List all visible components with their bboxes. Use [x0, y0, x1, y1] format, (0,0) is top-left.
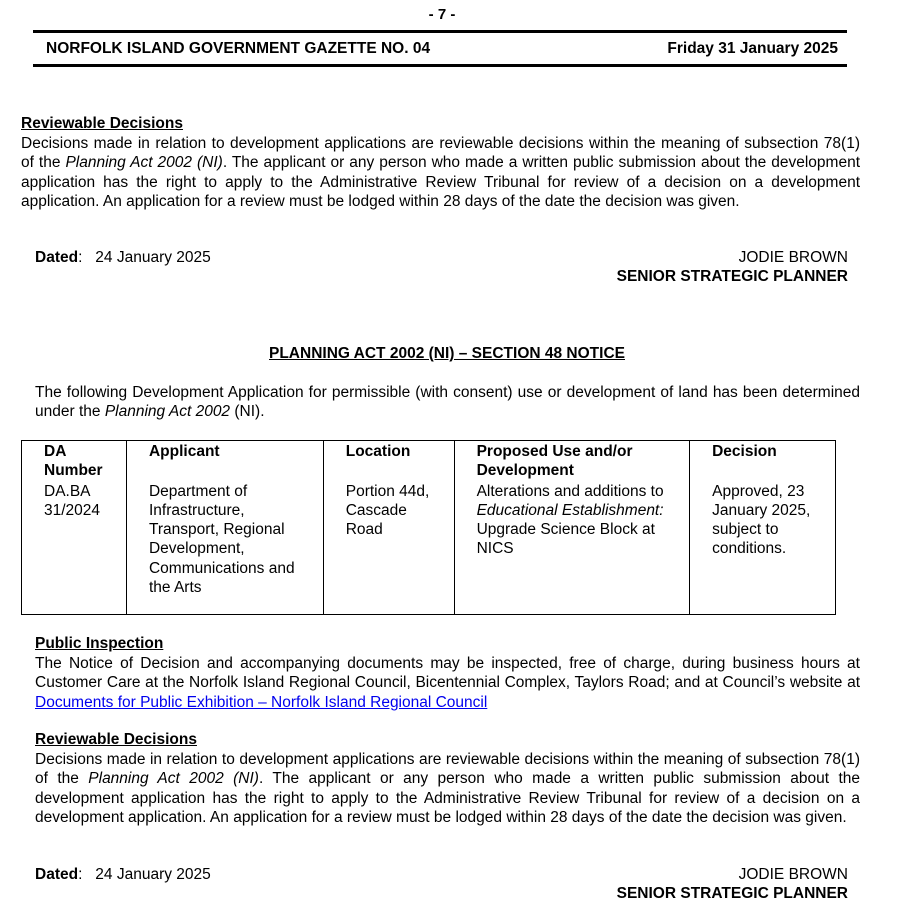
cell-proposed-use: Alterations and additions to Educational Establishment: Upgrade Science Block at NICS: [454, 481, 690, 615]
page-number: - 7 -: [428, 6, 456, 23]
notice-title: PLANNING ACT 2002 (NI) – SECTION 48 NOTICE: [269, 345, 625, 362]
table-row: [22, 481, 836, 615]
section2-paragraph: Decisions made in relation to development applications are reviewable decisions within the meaning of subsection 78(1) of the Planning Act 2002 (NI). The applicant or any person who made a written public submission about the development application has the right to apply to the Administrative Review Tribunal for review of a decision on a development application. An application for a review must be lodged within 28 days of the date the decision was given.: [35, 751, 860, 826]
section2-heading: Reviewable Decisions: [35, 731, 197, 748]
gazette-date: Friday 31 January 2025: [667, 40, 838, 57]
column-header-location: Location: [323, 441, 454, 481]
cell-applicant: Department of Infrastructure, Transport, Regional Development, Communications and the Arts: [126, 481, 323, 615]
table-header-row: [22, 441, 836, 481]
gazette-title: NORFOLK ISLAND GOVERNMENT GAZETTE NO. 04: [46, 40, 431, 57]
section2-signatory-name: JODIE BROWN: [738, 866, 848, 883]
column-header-da-number: DA Number: [22, 441, 127, 481]
section1-heading: Reviewable Decisions: [21, 115, 183, 132]
section2-signatory-title: SENIOR STRATEGIC PLANNER: [616, 885, 848, 902]
section1-dated: Dated: 24 January 2025: [35, 249, 211, 266]
section1-signatory-name: JODIE BROWN: [738, 249, 848, 266]
header-rule-top: [33, 30, 847, 33]
cell-location: Portion 44d, Cascade Road: [323, 481, 454, 615]
public-inspection-paragraph: The Notice of Decision and accompanying documents may be inspected, free of charge, during business hours at Customer Care at the Norfolk Island Regional Council, Bicentennial Complex, Taylors Road; and at Council’s website at Documents for Public Exhibition – Norfolk Island Regional Council: [35, 655, 860, 711]
cell-da-number: DA.BA 31/2024: [22, 481, 127, 615]
public-exhibition-link[interactable]: Documents for Public Exhibition – Norfolk Island Regional Council: [35, 693, 488, 711]
header-rule-bottom: [33, 64, 847, 67]
section2-dated: Dated: 24 January 2025: [35, 866, 211, 883]
column-header-proposed-use: Proposed Use and/or Development: [454, 441, 690, 481]
development-applications-table: [21, 440, 836, 615]
public-inspection-heading: Public Inspection: [35, 635, 164, 652]
column-header-decision: Decision: [690, 441, 836, 481]
column-header-applicant: Applicant: [126, 441, 323, 481]
section1-signatory-title: SENIOR STRATEGIC PLANNER: [616, 268, 848, 285]
notice-intro: The following Development Application for permissible (with consent) use or development of land has been determined under the Planning Act 2002 (NI).: [35, 384, 860, 421]
section1-paragraph: Decisions made in relation to development applications are reviewable decisions within the meaning of subsection 78(1) of the Planning Act 2002 (NI). The applicant or any person who made a written public submission about the development application has the right to apply to the Administrative Review Tribunal for review of a decision on a development application. An application for a review must be lodged within 28 days of the date the decision was given.: [21, 135, 860, 210]
cell-decision: Approved, 23 January 2025, subject to conditions.: [690, 481, 836, 615]
